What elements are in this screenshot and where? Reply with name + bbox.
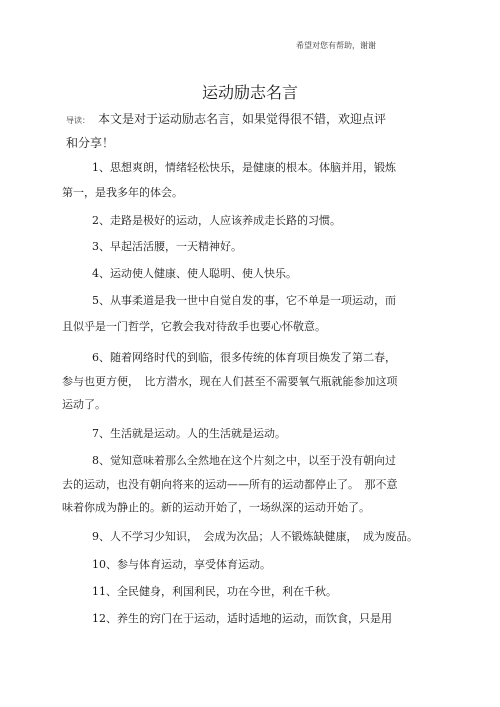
quote-7: 7、生活就是运动。人的生活就是运动。 xyxy=(92,427,286,440)
quote-3: 3、早起活活腰，一天精神好。 xyxy=(92,240,242,253)
intro-paragraph xyxy=(66,108,466,154)
intro-label: 导读： xyxy=(66,116,90,125)
header-note: 希望对您有帮助，谢谢 xyxy=(296,41,376,50)
quote-6-line-3: 运动了。 xyxy=(62,398,106,411)
quote-6-line-1: 6、随着网络时代的到临，很多传统的体育项目焕发了第二春， xyxy=(92,351,396,364)
quote-2: 2、走路是极好的运动，人应该养成走长路的习惯。 xyxy=(92,214,341,227)
intro-line-2: 和分享！ xyxy=(66,136,115,150)
quote-8-line-1: 8、觉知意味着那么全然地在这个片刻之中，以至于没有朝向过 xyxy=(92,454,396,467)
quote-8-line-2: 去的运动，也没有朝向将来的运动——所有的运动都停止了。 那不意 xyxy=(62,478,398,491)
quote-12: 12、养生的窍门在于运动，适时适地的运动，而饮食，只是用 xyxy=(92,612,392,625)
quote-8-line-3: 味着你成为静止的。新的运动开始了，一场纵深的运动开始了。 xyxy=(62,501,370,514)
quote-9: 9、人不学习少知识， 会成为次品；人不锻炼缺健康， 成为废品。 xyxy=(92,530,418,543)
quote-10: 10、参与体育运动，享受体育运动。 xyxy=(92,558,271,571)
quote-1-line-1: 1、思想爽朗，情绪轻松快乐，是健康的根本。体脑并用，锻炼 xyxy=(92,161,396,174)
quote-11: 11、全民健身，利国利民，功在今世，利在千秋。 xyxy=(92,585,337,598)
intro-line-1: 本文是对于运动励志名言，如果觉得很不错，欢迎点评 xyxy=(98,112,387,126)
quote-4: 4、运动使人健康、使人聪明、使人快乐。 xyxy=(92,267,297,280)
quote-1-line-2: 第一，是我多年的体会。 xyxy=(62,186,183,199)
quote-6-line-2: 参与也更方便， 比方潜水，现在人们甚至不需要氧气瓶就能参加这项 xyxy=(62,375,398,388)
quote-5-line-1: 5、从事柔道是我一世中自觉自发的事，它不单是一项运动，而 xyxy=(92,294,396,307)
quote-5-line-2: 且似乎是一门哲学，它教会我对待敌手也要心怀敬意。 xyxy=(62,320,326,333)
page-title: 运动励志名言 xyxy=(201,83,298,102)
